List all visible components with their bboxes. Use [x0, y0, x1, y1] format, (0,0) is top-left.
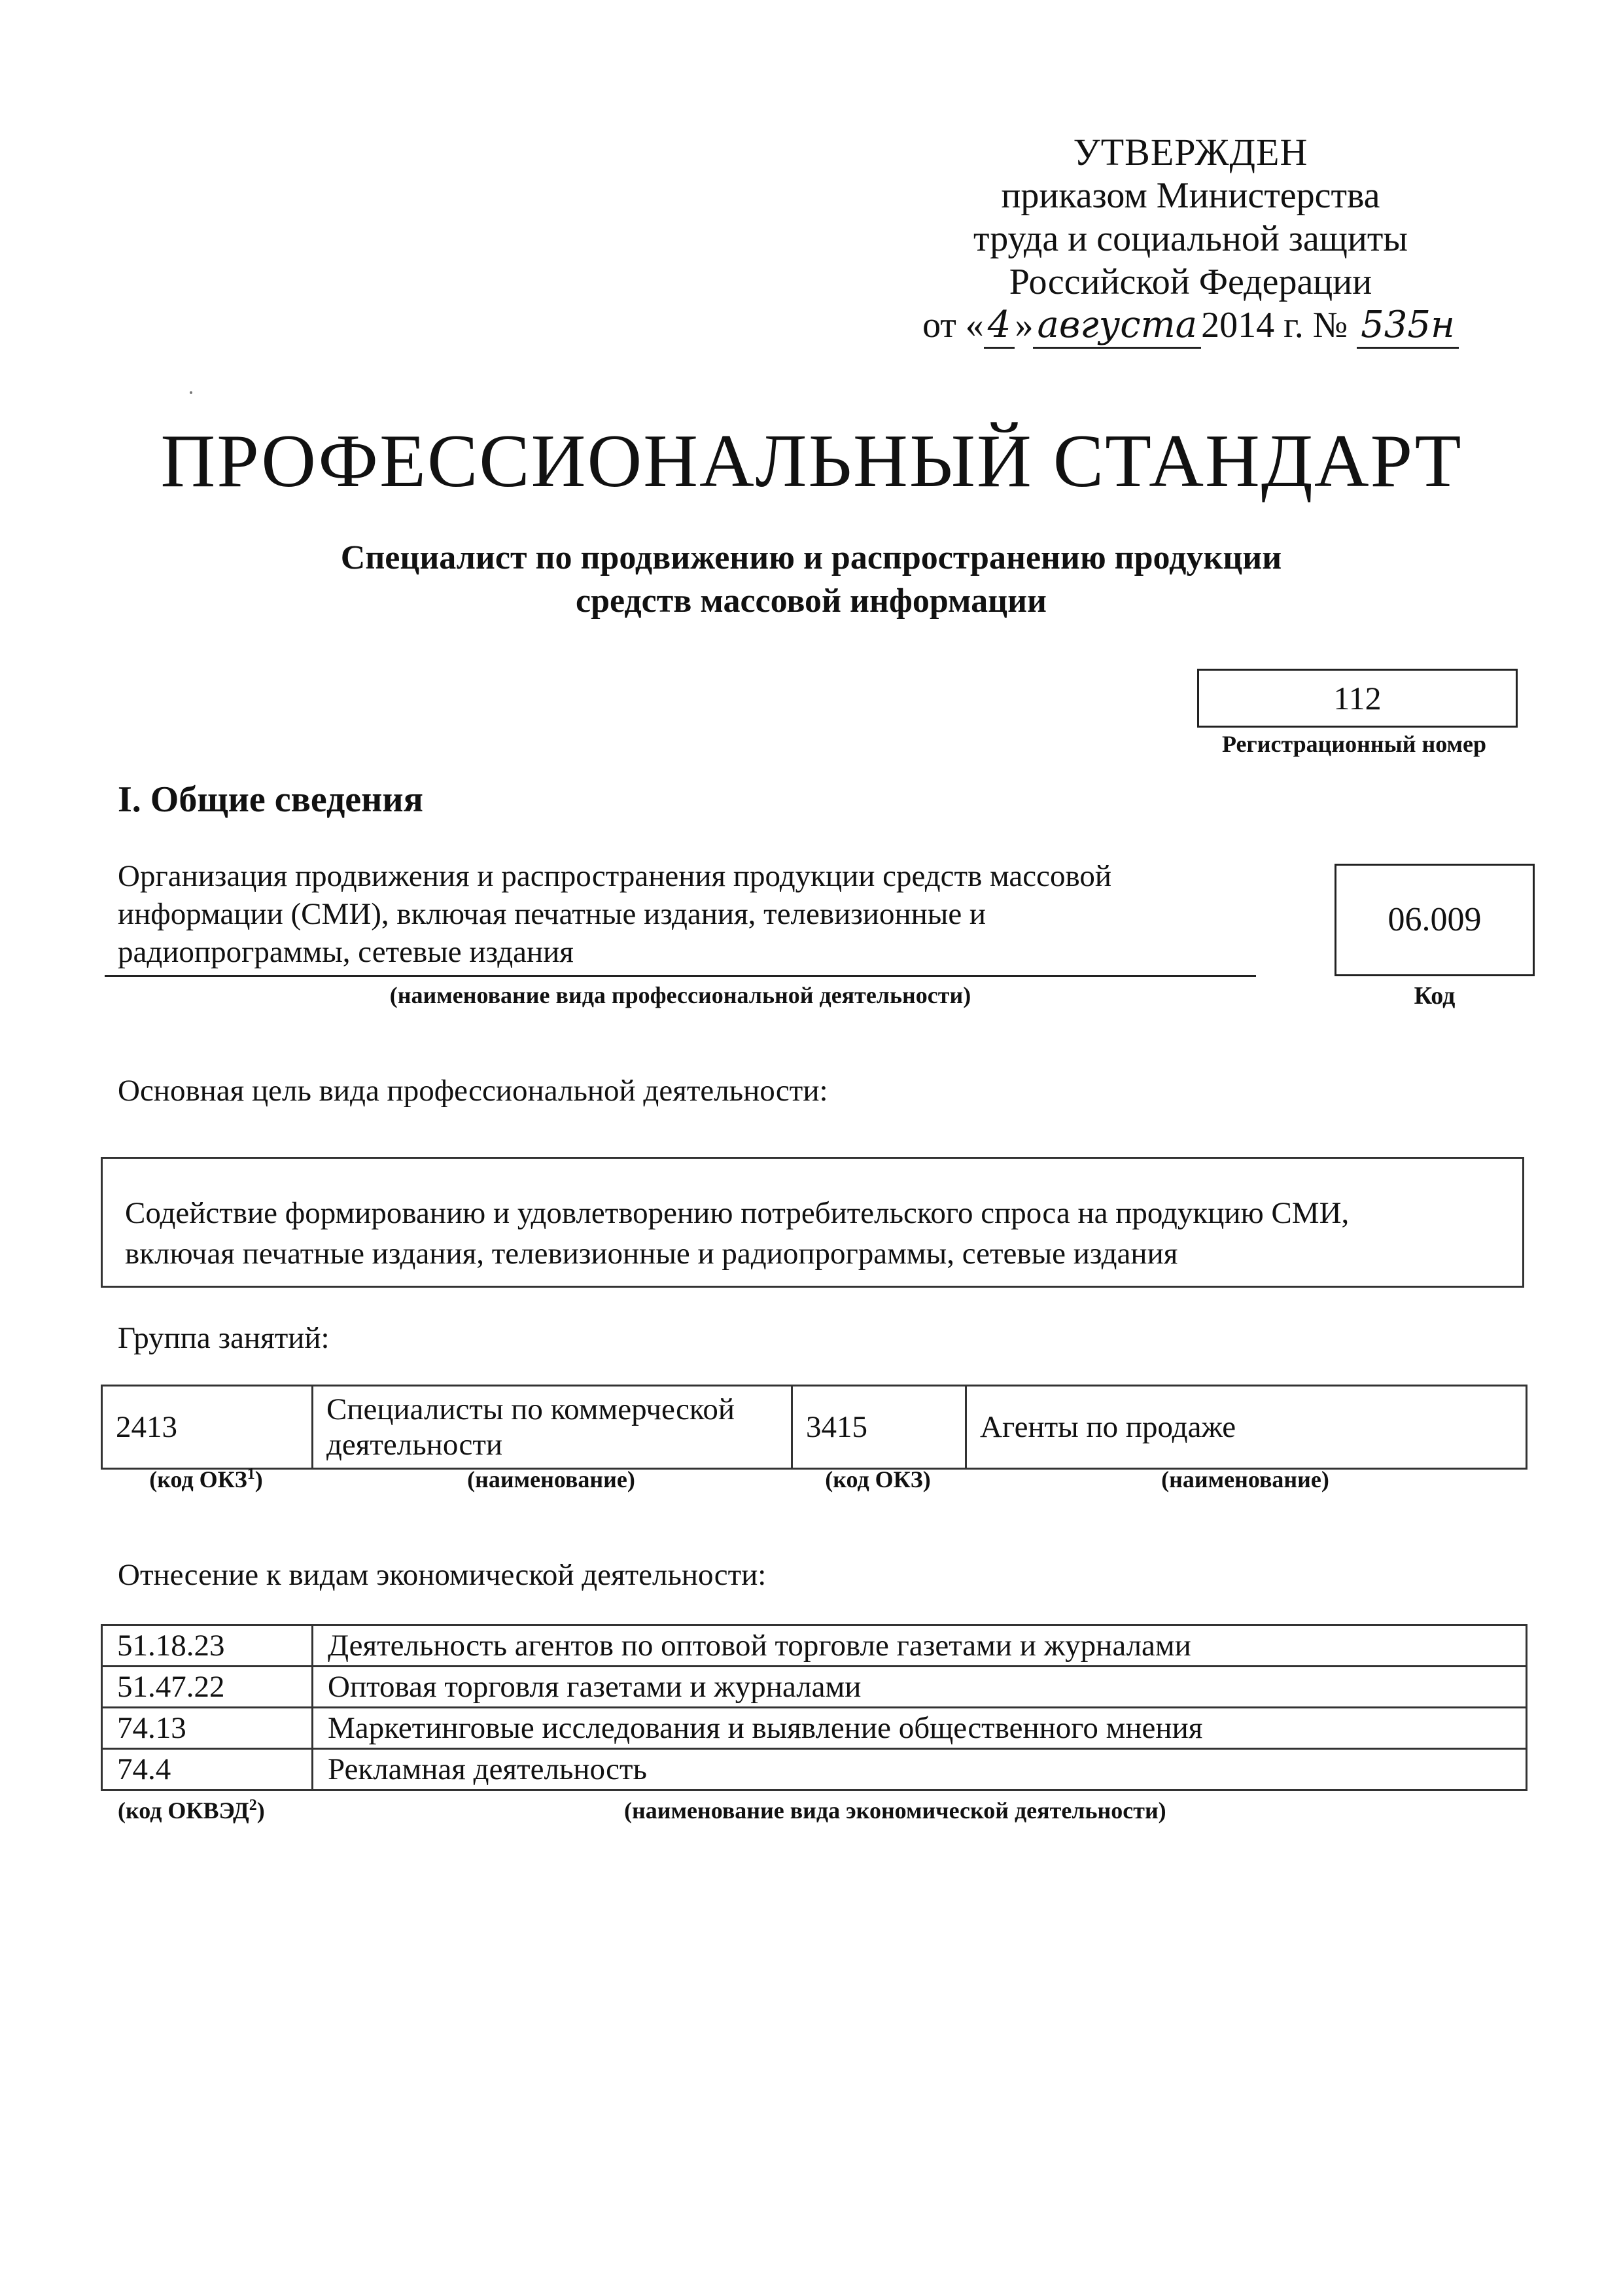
- activity-caption: (наименование вида профессиональной деятельности): [389, 982, 971, 1008]
- occupation-name-caption-2: (наименование): [1161, 1466, 1329, 1492]
- activity-name: [118, 857, 1256, 971]
- table-row: [102, 1625, 1527, 1667]
- approval-date-number: [850, 304, 1531, 349]
- activity-name-line-2: информации (СМИ), включая печатные издания, телевизионные и: [118, 897, 986, 931]
- okz-caption-text: (код ОКЗ: [149, 1466, 247, 1492]
- activity-code-box: 06.009: [1335, 864, 1535, 976]
- approval-title: УТВЕРЖДЕН: [1073, 131, 1308, 173]
- occupation-name-2: Агенты по продаже: [966, 1386, 1527, 1469]
- okved-name: Маркетинговые исследования и выявление общественного мнения: [313, 1708, 1527, 1749]
- table-row: [102, 1749, 1527, 1790]
- handwritten-order-number: 535н: [1357, 304, 1459, 349]
- table-row: [102, 1708, 1527, 1749]
- subtitle-line-1: Специалист по продвижению и распространению продукции: [340, 539, 1282, 576]
- okved-code-caption: [118, 1797, 265, 1824]
- date-prefix: от «: [922, 305, 984, 345]
- table-row: [102, 1386, 1527, 1469]
- approval-ministry-line: труда и социальной защиты: [973, 219, 1408, 259]
- goal-box: [101, 1157, 1524, 1288]
- registration-number-label: Регистрационный номер: [1221, 731, 1487, 757]
- activity-name-line-1: Организация продвижения и распространения продукции средств массовой: [118, 859, 1112, 893]
- handwritten-month: августа: [1033, 304, 1201, 349]
- activity-name-line-3: радиопрограммы, сетевые издания: [118, 935, 574, 969]
- approval-federation-line: Российской Федерации: [1009, 262, 1372, 302]
- okved-code: 51.18.23: [102, 1625, 313, 1667]
- document-title: ПРОФЕССИОНАЛЬНЫЙ СТАНДАРТ: [160, 419, 1463, 503]
- okved-code: 51.47.22: [102, 1667, 313, 1708]
- activity-code-caption: Код: [1414, 982, 1456, 1010]
- approval-order-line: приказом Министерства: [1001, 175, 1380, 216]
- occupation-code-1: 2413: [102, 1386, 313, 1469]
- table-row: [102, 1667, 1527, 1708]
- okved-name-caption: (наименование вида экономической деятельности): [624, 1797, 1166, 1824]
- approval-block: [850, 131, 1531, 349]
- okved-name: Рекламная деятельность: [313, 1749, 1527, 1790]
- okved-name: Деятельность агентов по оптовой торговле газетами и журналами: [313, 1625, 1527, 1667]
- handwritten-day: 4: [984, 304, 1015, 349]
- okz-caption-close: ): [254, 1466, 263, 1492]
- okz-code-caption-1: [101, 1466, 311, 1493]
- okved-caption-close: ): [256, 1797, 265, 1824]
- scan-speck: [190, 391, 192, 394]
- okz-code-caption-2: (код ОКЗ): [825, 1466, 931, 1492]
- date-year: 2014 г. №: [1201, 305, 1348, 345]
- occupation-group-label: Группа занятий:: [118, 1321, 330, 1355]
- section-title: I. Общие сведения: [118, 779, 423, 820]
- footnote-2-marker: 2: [249, 1797, 257, 1814]
- document-subtitle: [183, 537, 1439, 623]
- occupation-name-caption-1: (наименование): [467, 1466, 635, 1492]
- occupation-name-1: Специалисты по коммерческой деятельности: [313, 1386, 792, 1469]
- occupation-code-2: 3415: [792, 1386, 966, 1469]
- goal-line-1: Содействие формированию и удовлетворению потребительского спроса на продукцию СМИ,: [125, 1196, 1350, 1230]
- footnote-1-marker: 1: [247, 1466, 255, 1483]
- date-quote-close: »: [1015, 305, 1034, 345]
- okved-name: Оптовая торговля газетами и журналами: [313, 1667, 1527, 1708]
- activity-underline: [105, 975, 1256, 977]
- registration-number-box: 112: [1197, 669, 1518, 728]
- subtitle-line-2: средств массовой информации: [575, 582, 1047, 620]
- economic-activity-label: Отнесение к видам экономической деятельности:: [118, 1558, 767, 1592]
- okved-code: 74.13: [102, 1708, 313, 1749]
- okved-code: 74.4: [102, 1749, 313, 1790]
- goal-label: Основная цель вида профессиональной деятельности:: [118, 1074, 828, 1108]
- occupation-table: [101, 1385, 1527, 1470]
- okved-caption-text: (код ОКВЭД: [118, 1797, 249, 1824]
- goal-line-2: включая печатные издания, телевизионные и радиопрограммы, сетевые издания: [125, 1237, 1178, 1271]
- economic-activity-table: [101, 1624, 1527, 1791]
